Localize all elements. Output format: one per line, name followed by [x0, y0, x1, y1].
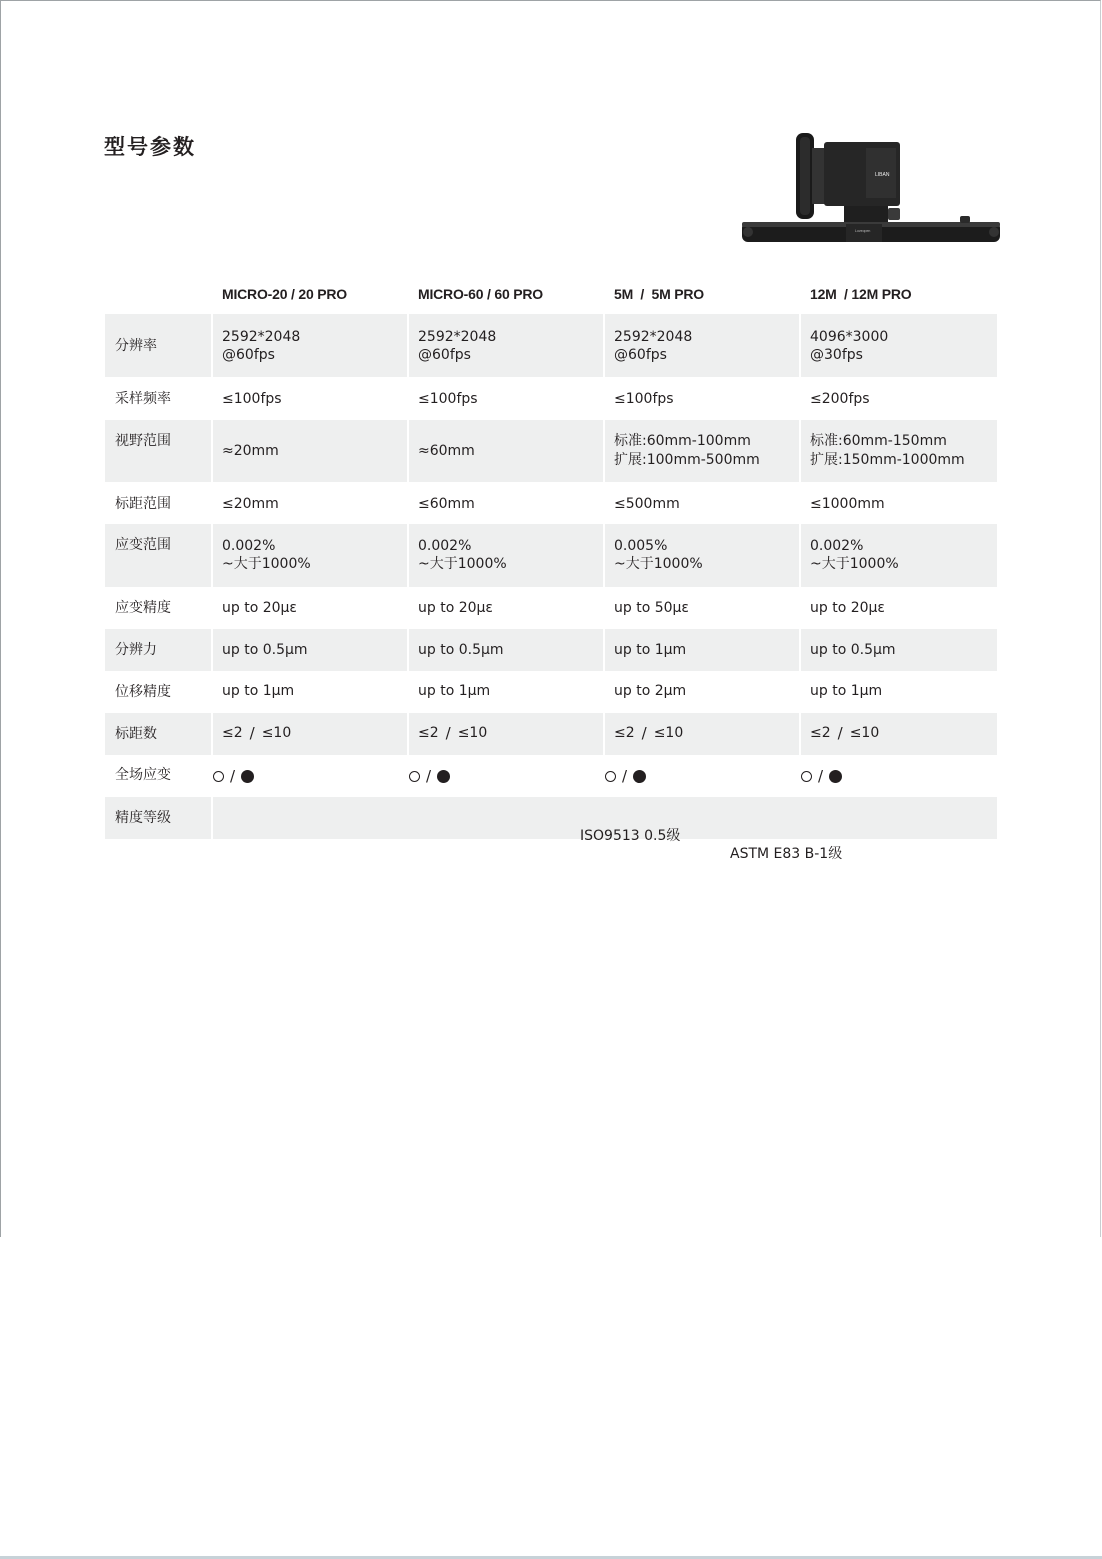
table-cell [213, 797, 997, 862]
row-label: 视野范围 [105, 420, 211, 482]
column-header: MICRO-20 / 20 PRO [222, 286, 347, 302]
table-cell: ≤1000mm [810, 496, 885, 512]
table-cell: ≤60mm [418, 496, 475, 512]
column-header: 5M / 5M PRO [614, 286, 704, 302]
table-cell: 标准:60mm-150mm 扩展:150mm-1000mm [801, 420, 997, 482]
table-cell: 0.005% ~大于1000% [605, 524, 799, 587]
table-row [105, 671, 997, 713]
separator: / [249, 724, 255, 742]
table-cell: ≤100fps [418, 391, 478, 407]
open-circle-icon [605, 771, 616, 782]
separator: / [426, 767, 432, 785]
table-cell: up to 0.5μm [213, 629, 407, 671]
table-row [105, 524, 997, 587]
column-header: MICRO-60 / 60 PRO [418, 286, 543, 302]
row-label: 采样频率 [115, 391, 171, 407]
table-cell: up to 0.5μm [409, 629, 603, 671]
table-cell: 2592*2048 @60fps [213, 314, 407, 377]
table-cell: up to 20με [222, 600, 298, 616]
table-cell: ≤100fps [222, 391, 282, 407]
open-circle-icon [213, 771, 224, 782]
spec-table [105, 274, 997, 862]
table-cell: 0.002% ~大于1000% [801, 524, 997, 587]
table-row [105, 797, 997, 862]
table-cell: up to 0.5μm [801, 629, 997, 671]
table-cell: ≤100fps [614, 391, 674, 407]
row-label: 应变精度 [115, 600, 171, 616]
row-label: 分辨力 [105, 629, 211, 671]
separator: / [818, 767, 824, 785]
gauge-count-min: ≤2 [614, 725, 635, 741]
table-cell: 4096*3000 @30fps [801, 314, 997, 377]
gauge-count-max: ≤10 [849, 725, 880, 741]
table-cell: up to 50με [614, 600, 690, 616]
table-cell: ≈20mm [213, 420, 407, 482]
filled-circle-icon [633, 770, 646, 783]
table-cell: 2592*2048 @60fps [409, 314, 603, 377]
table-row [105, 713, 997, 755]
table-cell [605, 755, 799, 797]
gauge-count-min: ≤2 [222, 725, 243, 741]
separator: / [837, 724, 843, 742]
open-circle-icon [409, 771, 420, 782]
table-cell: 0.002% ~大于1000% [213, 524, 407, 587]
table-cell [213, 713, 407, 755]
table-cell: up to 2μm [614, 683, 687, 699]
product-image [738, 128, 1004, 250]
row-label: 精度等级 [105, 797, 211, 839]
standard-astm: ASTM E83 B-1级 [730, 846, 843, 862]
gauge-count-min: ≤2 [418, 725, 439, 741]
table-header [105, 274, 997, 314]
table-row [105, 314, 997, 377]
table-cell [801, 713, 997, 755]
gauge-count-max: ≤10 [653, 725, 684, 741]
table-cell: up to 1μm [418, 683, 491, 699]
table-cell: 标准:60mm-100mm 扩展:100mm-500mm [605, 420, 799, 482]
standard-iso: ISO9513 0.5级 [580, 828, 681, 844]
table-row [105, 377, 997, 420]
column-header: 12M / 12M PRO [810, 286, 912, 302]
table-row [105, 587, 997, 629]
table-cell: ≈60mm [409, 420, 603, 482]
table-cell: up to 20με [418, 600, 494, 616]
row-label: 应变范围 [105, 524, 211, 587]
row-label: 位移精度 [115, 684, 171, 700]
row-label: 标距范围 [115, 496, 171, 512]
table-cell [801, 755, 997, 797]
filled-circle-icon [437, 770, 450, 783]
table-cell: ≤200fps [810, 391, 870, 407]
open-circle-icon [801, 771, 812, 782]
row-label: 标距数 [105, 713, 211, 755]
gauge-count-max: ≤10 [261, 725, 292, 741]
separator: / [622, 767, 628, 785]
table-row [105, 420, 997, 482]
table-cell [605, 713, 799, 755]
row-label: 分辨率 [105, 314, 211, 377]
table-cell [409, 755, 603, 797]
separator: / [641, 724, 647, 742]
table-cell: 2592*2048 @60fps [605, 314, 799, 377]
table-cell: up to 1μm [810, 683, 883, 699]
row-label: 全场应变 [115, 767, 171, 783]
table-cell: 0.002% ~大于1000% [409, 524, 603, 587]
brand-mark: LIBAN [875, 172, 890, 178]
sub-mark: Loveopen [855, 229, 871, 233]
table-cell [409, 713, 603, 755]
table-row [105, 629, 997, 671]
table-cell: up to 20με [810, 600, 886, 616]
table-cell: ≤20mm [222, 496, 279, 512]
filled-circle-icon [241, 770, 254, 783]
table-cell [213, 755, 407, 797]
separator: / [230, 767, 236, 785]
separator: / [445, 724, 451, 742]
table-cell: up to 1μm [222, 683, 295, 699]
filled-circle-icon [829, 770, 842, 783]
table-row [105, 755, 997, 797]
page-title: 型号参数 [104, 135, 196, 159]
gauge-count-max: ≤10 [457, 725, 488, 741]
gauge-count-min: ≤2 [810, 725, 831, 741]
table-cell: ≤500mm [614, 496, 680, 512]
table-row [105, 482, 997, 524]
table-cell: up to 1μm [605, 629, 799, 671]
